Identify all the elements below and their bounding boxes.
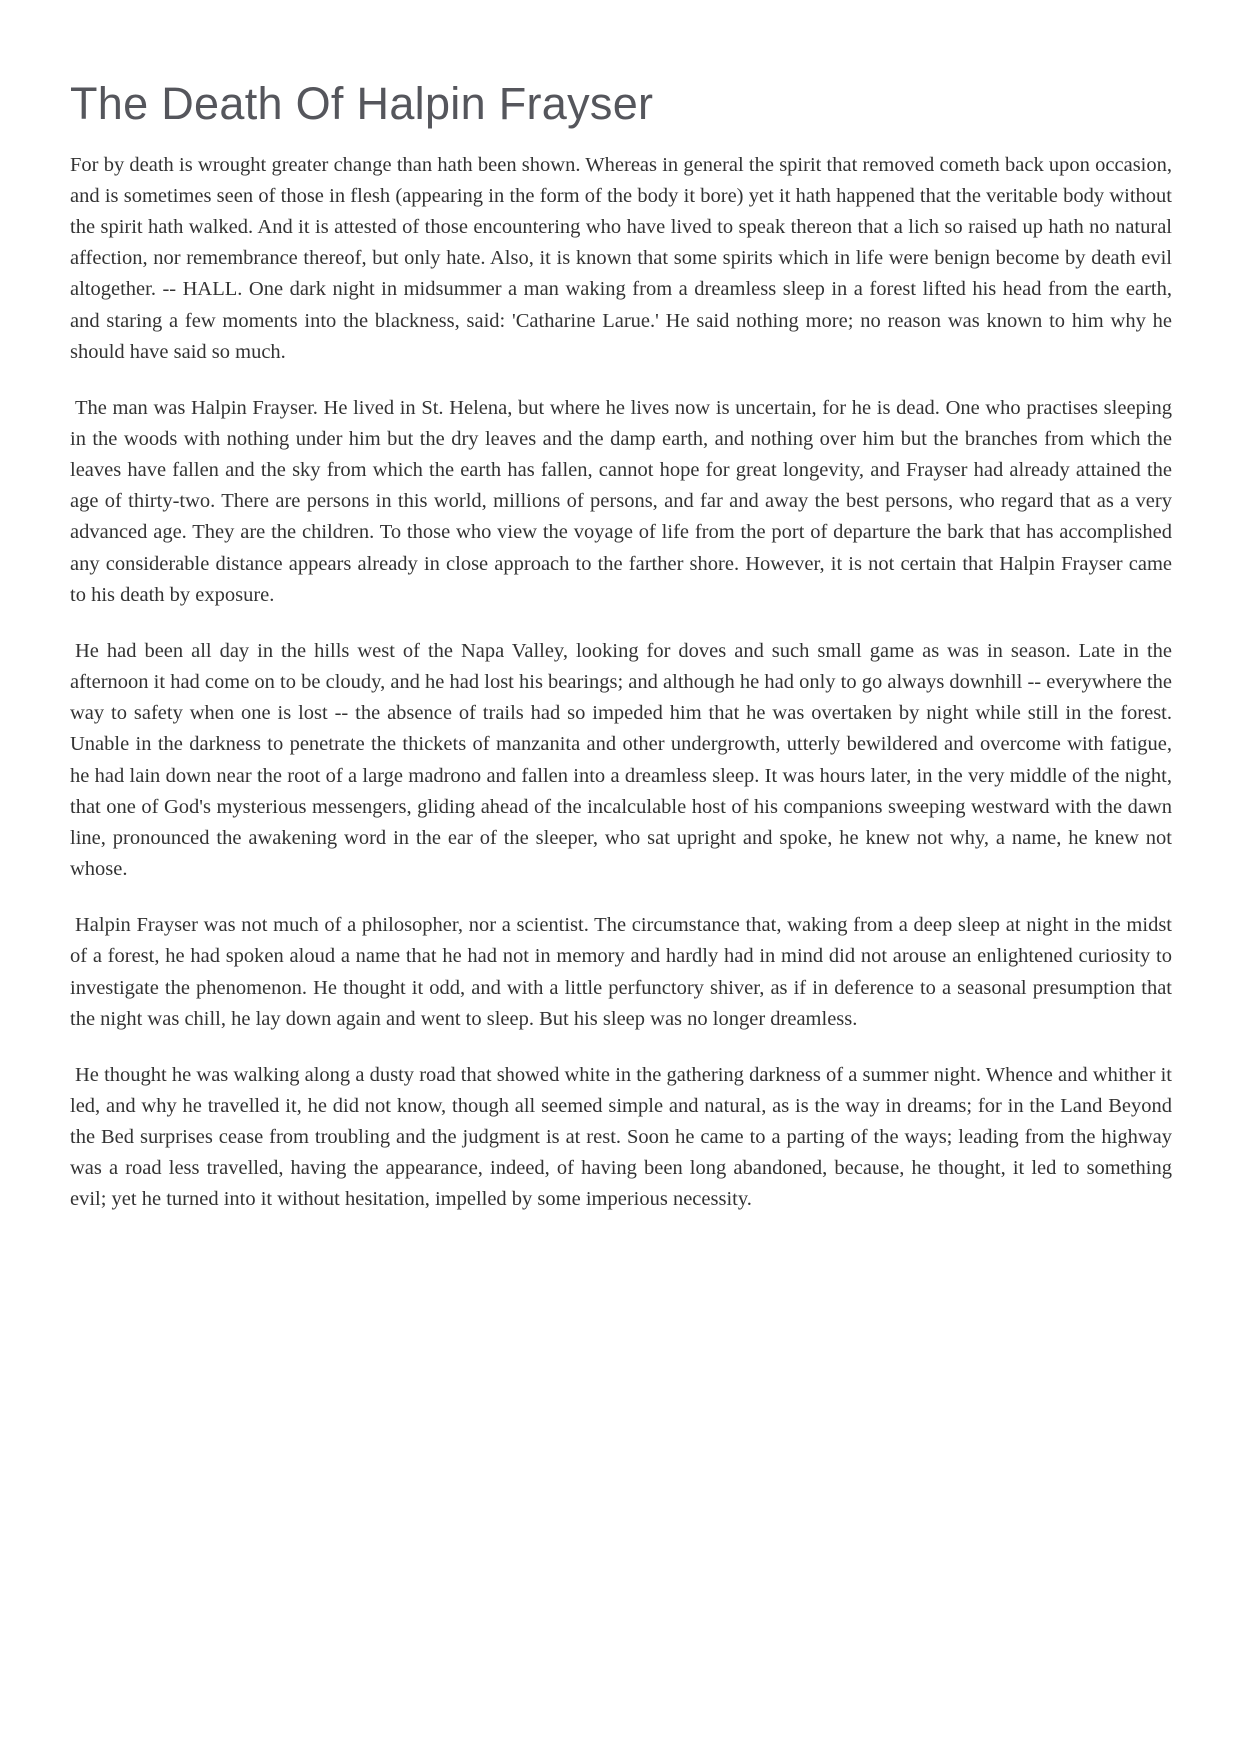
page-title: The Death Of Halpin Frayser: [70, 78, 654, 129]
paragraph: He thought he was walking along a dusty road that showed white in the gathering darkness of a summer night. Whence and whither it led, and why he travelled it, he did not know, though all seemed simple and natural, as is the way in dreams; for in the Land Beyond the Bed surprises cease from troubling and the judgment is at rest. Soon he came to a parting of the ways; leading from the highway was a road less travelled, having the appearance, indeed, of having been long abandoned, because, he thought, it led to something evil; yet he turned into it without hesitation, impelled by some imperious necessity.: [70, 1063, 1172, 1211]
paragraph: He had been all day in the hills west of the Napa Valley, looking for doves and such small game as was in season. Late in the afternoon it had come on to be cloudy, and he had lost his bearings; and although he had only to go always downhill -- everywhere the way to safety when one is lost -- the absence of trails had so impeded him that he was overtaken by night while still in the forest. Unable in the darkness to penetrate the thickets of manzanita and other undergrowth, utterly bewildered and overcome with fatigue, he had lain down near the root of a large madrono and fallen into a dreamless sleep. It was hours later, in the very middle of the night, that one of God's mysterious messengers, gliding ahead of the incalculable host of his companions sweeping westward with the dawn line, pronounced the awakening word in the ear of the sleeper, who sat upright and spoke, he knew not why, a name, he knew not whose.: [70, 639, 1172, 881]
paragraph: For by death is wrought greater change than hath been shown. Whereas in general the spirit that removed cometh back upon occasion, and is sometimes seen of those in flesh (appearing in the form of the body it bore) yet it hath happened that the veritable body without the spirit hath walked. And it is attested of those encountering who have lived to speak thereon that a lich so raised up hath no natural affection, nor remembrance thereof, but only hate. Also, it is known that some spirits which in life were benign become by death evil altogether. -- HALL. One dark night in midsummer a man waking from a dreamless sleep in a forest lifted his head from the earth, and staring a few moments into the blackness, said: 'Catharine Larue.' He said nothing more; no reason was known to him why he should have said so much.: [70, 153, 1172, 363]
story-body: [70, 150, 1172, 1216]
paragraph: The man was Halpin Frayser. He lived in St. Helena, but where he lives now is uncertain, for he is dead. One who practises sleeping in the woods with nothing under him but the dry leaves and the damp earth, and nothing over him but the branches from which the leaves have fallen and the sky from which the earth has fallen, cannot hope for great longevity, and Frayser had already attained the age of thirty-two. There are persons in this world, millions of persons, and far and away the best persons, who regard that as a very advanced age. They are the children. To those who view the voyage of life from the port of departure the bark that has accomplished any considerable distance appears already in close approach to the farther shore. However, it is not certain that Halpin Frayser came to his death by exposure.: [70, 396, 1172, 606]
paragraph: Halpin Frayser was not much of a philosopher, nor a scientist. The circumstance that, waking from a deep sleep at night in the midst of a forest, he had spoken aloud a name that he had not in memory and hardly had in mind did not arouse an enlightened curiosity to investigate the phenomenon. He thought it odd, and with a little perfunctory shiver, as if in deference to a seasonal presumption that the night was chill, he lay down again and went to sleep. But his sleep was no longer dreamless.: [70, 914, 1172, 1030]
